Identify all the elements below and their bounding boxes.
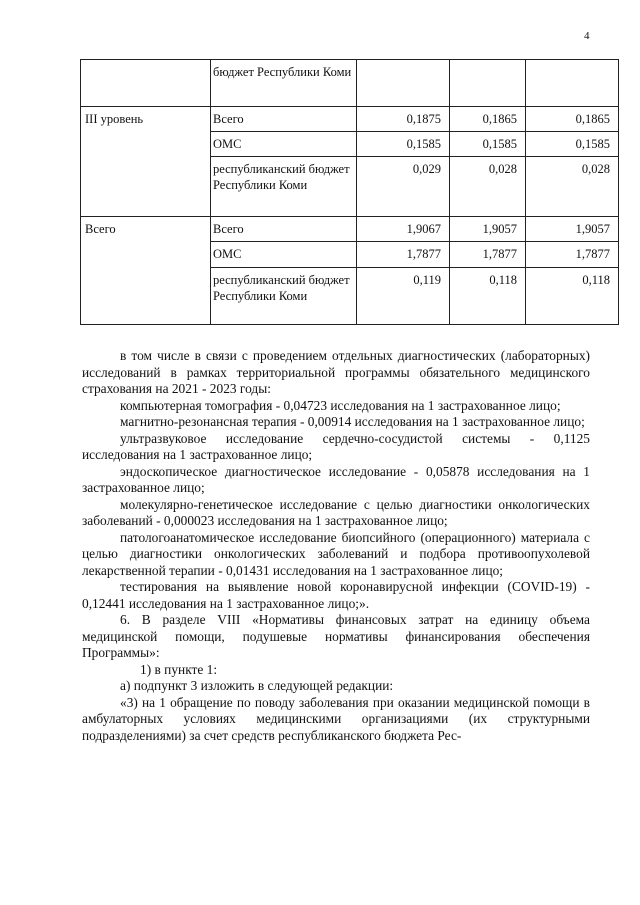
value-cell: 0,1585 <box>357 132 450 157</box>
value-cell <box>357 60 450 107</box>
value-cell: 0,1585 <box>526 132 619 157</box>
document-body <box>82 348 590 744</box>
paragraph: 6. В разделе VIII «Нормативы финансовых затрат на единицу объема медицинской помощи, подушевые нормативы финансирования обеспечения Программы»: <box>82 612 590 660</box>
level-cell: III уровень <box>81 107 211 217</box>
paragraph: эндоскопическое диагностическое исследование - 0,05878 исследования на 1 застрахованное лицо; <box>82 463 590 495</box>
value-cell: 0,028 <box>450 157 526 217</box>
value-cell: 0,1875 <box>357 107 450 132</box>
value-cell: 0,118 <box>526 268 619 325</box>
level-cell: Всего <box>81 217 211 325</box>
value-cell <box>450 60 526 107</box>
type-cell: республиканский бюджет Республики Коми <box>211 268 357 325</box>
value-cell: 0,1865 <box>450 107 526 132</box>
type-cell: ОМС <box>211 242 357 268</box>
value-cell <box>526 60 619 107</box>
paragraph: молекулярно-генетическое исследование с целью диагностики онкологических заболеваний - 0,000023 исследования на 1 застрахованное лицо; <box>82 496 590 528</box>
table-row <box>81 217 619 242</box>
value-cell: 0,028 <box>526 157 619 217</box>
paragraph: в том числе в связи с проведением отдельных диагностических (лабораторных) исследований в рамках территориальной программы обязательного медицинского страхования на 2021 - 2023 годы: <box>82 348 590 396</box>
paragraph: 1) в пункте 1: <box>140 661 218 677</box>
value-cell: 1,9057 <box>450 217 526 242</box>
type-cell: бюджет Республики Коми <box>211 60 357 107</box>
value-cell: 0,1585 <box>450 132 526 157</box>
value-cell: 1,9067 <box>357 217 450 242</box>
value-cell: 1,7877 <box>450 242 526 268</box>
value-cell: 0,119 <box>357 268 450 325</box>
type-cell: республиканский бюджет Республики Коми <box>211 157 357 217</box>
value-cell: 1,9057 <box>526 217 619 242</box>
table-row <box>81 107 619 132</box>
type-cell: ОМС <box>211 132 357 157</box>
type-cell: Всего <box>211 107 357 132</box>
paragraph: патологоанатомическое исследование биопсийного (операционного) материала с целью диагностики онкологических заболеваний и подбора противоопухолевой лекарственной терапии - 0,01431 исследования на 1 застрахованное лицо; <box>82 529 590 578</box>
value-cell: 0,118 <box>450 268 526 325</box>
paragraph: компьютерная томография - 0,04723 исследования на 1 застрахованное лицо; <box>120 397 561 413</box>
value-cell: 0,1865 <box>526 107 619 132</box>
norms-table <box>80 59 619 325</box>
page-number: 4 <box>584 30 590 42</box>
paragraph: тестирования на выявление новой коронавирусной инфекции (COVID-19) - 0,12441 исследования на 1 застрахованное лицо;». <box>82 579 590 611</box>
paragraph: магнитно-резонансная терапия - 0,00914 исследования на 1 застрахованное лицо; <box>120 414 585 429</box>
value-cell: 0,029 <box>357 157 450 217</box>
level-cell <box>81 60 211 107</box>
value-cell: 1,7877 <box>357 242 450 268</box>
table-row <box>81 60 619 107</box>
paragraph: «3) на 1 обращение по поводу заболевания при оказании медицинской помощи в амбулаторных условиях медицинскими организациями (их структурными подразделениями) за счет средств республиканского бюджета Рес- <box>82 694 590 743</box>
value-cell: 1,7877 <box>526 242 619 268</box>
paragraph: ультразвуковое исследование сердечно-сосудистой системы - 0,1125 исследования на 1 застрахованное лицо; <box>82 430 590 462</box>
paragraph: а) подпункт 3 изложить в следующей редакции: <box>120 678 394 693</box>
type-cell: Всего <box>211 217 357 242</box>
